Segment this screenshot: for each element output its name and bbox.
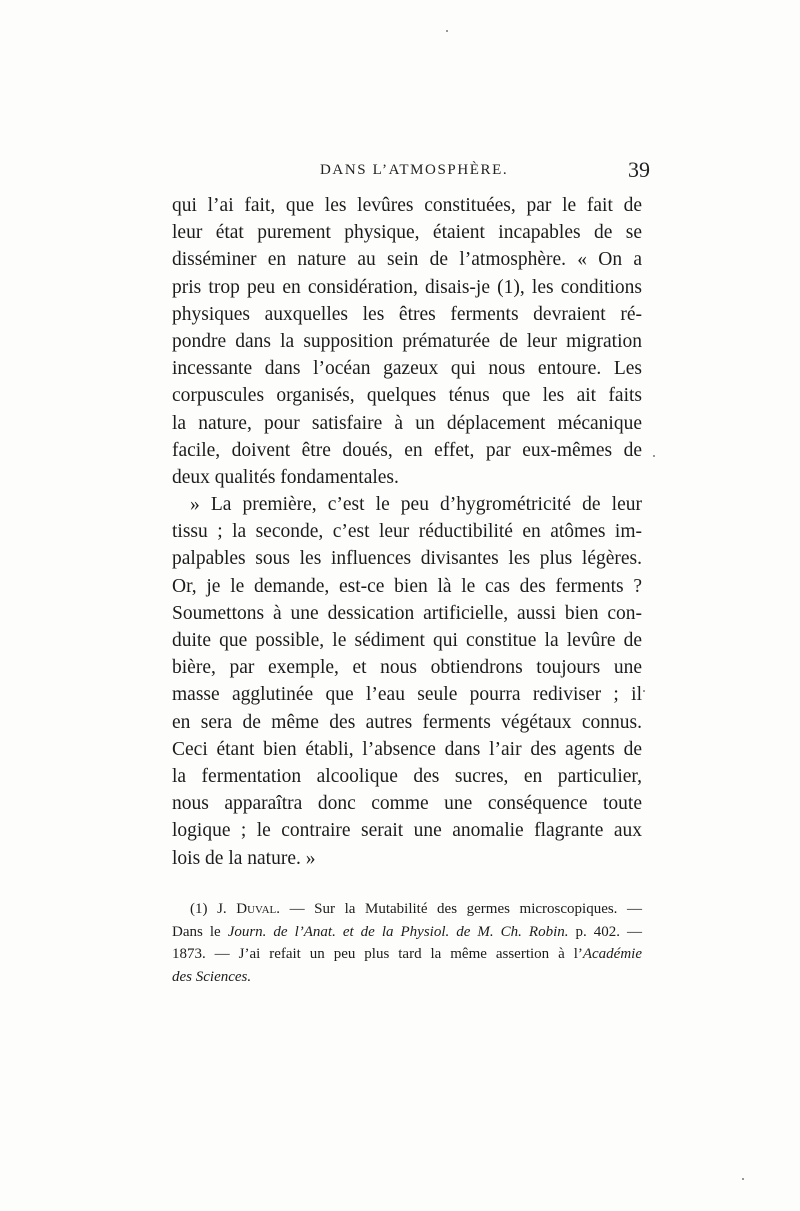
text-line: physiques auxquelles les êtres ferments devraient ré- — [172, 303, 642, 325]
text-line: la fermentation alcoolique des sucres, en particulier, — [172, 765, 642, 787]
text-line: la nature, pour satisfaire à un déplacement mécanique — [172, 412, 642, 434]
text-line: Soumettons à une dessication artificielle, aussi bien con- — [172, 602, 642, 624]
text-line: masse agglutinée que l’eau seule pourra rediviser ; il — [172, 684, 642, 706]
text-line: facile, doivent être doués, en effet, par eux-mêmes de — [172, 439, 642, 461]
text-line: » La première, c’est le peu d’hygrométricité de leur — [190, 494, 642, 516]
text-line: en sera de même des autres ferments végétaux connus. — [172, 711, 642, 733]
footnote-text: p. 402. — — [575, 923, 643, 940]
text-line: palpables sous les influences divisantes les plus légères. — [172, 548, 642, 570]
text-line: bière, par exemple, et nous obtiendrons toujours une — [172, 657, 642, 679]
text-line: disséminer en nature au sein de l’atmosphère. « On a — [172, 249, 642, 271]
text-line: qui l’ai fait, que les levûres constituées, par le fait de — [172, 195, 642, 216]
text-line: tissu ; la seconde, c’est leur réductibilité en atômes im- — [172, 521, 642, 543]
footnote-author: J. Duval. — [217, 901, 280, 917]
page-header — [172, 157, 652, 190]
text-line: nous apparaîtra donc comme une conséquence toute — [172, 793, 642, 815]
text-line: incessante dans l’océan gazeux qui nous entoure. Les — [172, 358, 642, 380]
text-line: lois de la nature. » — [172, 847, 316, 869]
paper-speck — [653, 455, 655, 457]
text-line: pris trop peu en considération, disais-je (1), les conditions — [172, 276, 642, 298]
paper-speck — [643, 690, 645, 692]
text-line: corpuscules organisés, quelques ténus que les ait faits — [172, 385, 642, 407]
paper-speck — [446, 30, 448, 32]
footnote-line — [172, 898, 642, 921]
text-line: pondre dans la supposition prématurée de leur migration — [172, 330, 642, 352]
footnote-line — [172, 966, 642, 989]
footnote-text: Dans le — [172, 923, 221, 940]
footnote-journal: Journ. de l’Anat. et de la Physiol. de M. Ch. Robin. — [227, 923, 569, 940]
body-text — [172, 192, 642, 872]
paper-speck — [742, 1178, 744, 1180]
footnote-line — [172, 921, 642, 944]
footnote-marker: (1) — [190, 901, 208, 917]
text-line: deux qualités fondamentales. — [172, 466, 399, 488]
running-head: DANS L’ATMOSPHÈRE. — [320, 162, 509, 178]
text-line: duite que possible, le sédiment qui constitue la levûre de — [172, 630, 642, 651]
footnote-sciences: des Sciences. — [172, 968, 252, 985]
footnote-text: — Sur la Mutabilité des germes microscopiques. — — [289, 901, 643, 917]
text-line: Or, je le demande, est-ce bien là le cas des ferments ? — [172, 575, 642, 597]
text-line: leur état purement physique, étaient incapables de se — [172, 222, 642, 244]
footnote-text: 1873. — J’ai refait un peu plus tard la même assertion à l’ — [172, 946, 583, 963]
page-number: 39 — [628, 157, 650, 182]
footnote-academie: Académie — [582, 946, 642, 963]
footnote-line — [172, 943, 642, 966]
footnote — [172, 898, 642, 988]
text-line: logique ; le contraire serait une anomalie flagrante aux — [172, 820, 642, 842]
text-line: Ceci étant bien établi, l’absence dans l’air des agents de — [172, 738, 642, 760]
